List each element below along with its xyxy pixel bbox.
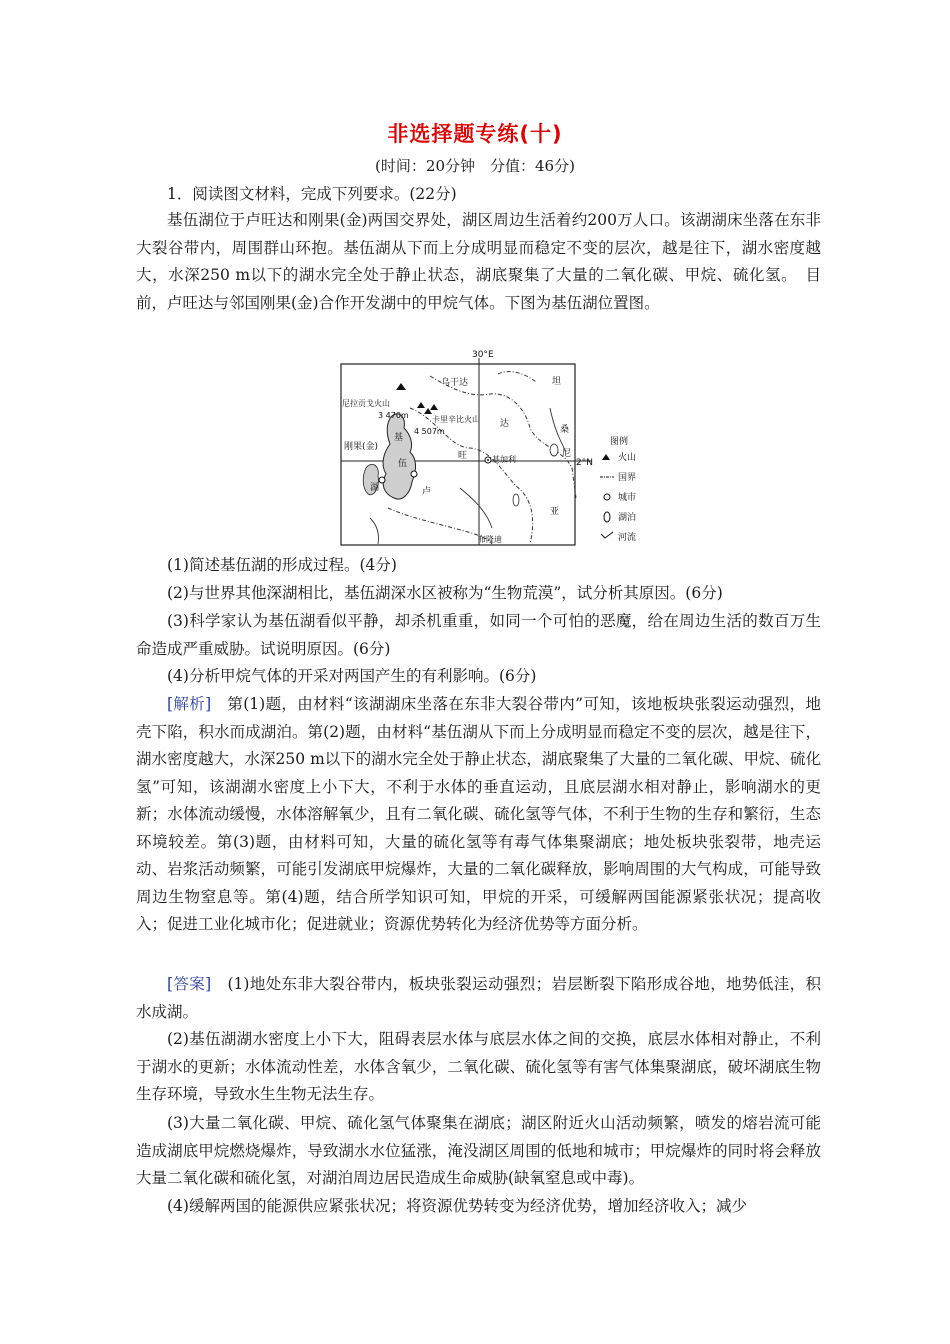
analysis-text: 第(1)题，由材料“该湖湖床坐落在东非大裂谷带内”可知，该地板块张裂运动强烈，地壳下陷，积水而成湖泊。第(2)题，由材料“基伍湖从下而上分成明显而稳定不变的层次，越是往下，湖水密度越大，水深250 m以下的湖水完全处于静止状态，湖底聚集了大量的二氧化碳、甲烷、硫化氢”可知，该湖湖水密度上小下大，不利于水体的垂直运动，且底层湖水相对静止，影响湖水的更新；水体流动缓慢，水体溶解氧少，且有二氧化碳、硫化氢等气体，不利于生物的生存和繁衍，生态环境较差。第(3)题，由材料可知，大量的硫化氢等有毒气体集聚湖底；地处板块张裂带，地壳运动、岩浆活动频繁，可能引发湖底甲烷爆炸，大量的二氧化碳释放，影响周围的大气构成，可能导致周边生物窒息等。第(4)题，结合所学知识可知，甲烷的开采，可缓解两国能源紧张状况；提高收入；促进工业化城市化；促进就业；资源优势转化为经济优势等方面分析。 xyxy=(136,695,821,933)
answer-tag: [答案] xyxy=(167,975,212,993)
label-height-2: 4 507m xyxy=(414,427,445,436)
answer-3: (3)大量二氧化碳、甲烷、硫化氢气体聚集在湖底；湖区附近火山活动频繁，喷发的熔岩流可能造成湖底甲烷燃烧爆炸，导致湖水水位猛涨，淹没湖区周围的低地和城市；甲烷爆炸的同时将会释放大量二氧化碳和硫化氢，对湖泊周边居民造成生命威胁(缺氧窒息或中毒)。 xyxy=(136,1114,821,1187)
label-kigali: 基加利 xyxy=(492,455,516,464)
legend-lake-icon xyxy=(604,512,610,522)
legend-item-volcano: 火山 xyxy=(618,453,637,463)
label-nyiragongo: 尼拉贡戈火山 xyxy=(342,399,390,408)
question-header-text: 1．阅读图文材料，完成下列要求。(22分) xyxy=(167,185,457,203)
lake-shape xyxy=(513,494,519,506)
question-4: (4)分析甲烷气体的开采对两国产生的有利影响。(6分) xyxy=(167,667,537,685)
answer-2: (2)基伍湖湖水密度上小下大，阻碍表层水体与底层水体之间的交换，底层水体相对静止，不利于湖水的更新；水体流动性差，水体含氧少，二氧化碳、硫化氢等有害气体集聚湖底，破坏湖底生物生存环境，导致水生生物无法生存。 xyxy=(136,1030,821,1103)
page-title: 非选择题专练(十) xyxy=(387,122,563,146)
answer-4: (4)缓解两国的能源供应紧张状况；将资源优势转变为经济优势，增加经济收入；减少 xyxy=(167,1197,747,1215)
lat-label: 2°N xyxy=(576,458,593,468)
label-ni: 尼 xyxy=(562,449,572,459)
label-ya: 亚 xyxy=(550,507,560,517)
legend-item-city: 城市 xyxy=(618,493,637,503)
label-karisimbi: 卡里辛比火山 xyxy=(432,415,480,424)
city-icon xyxy=(411,471,417,477)
material-paragraph: 基伍湖位于卢旺达和刚果(金)两国交界处，湖区周边生活着约200万人口。该湖湖床坐落在东非大裂谷带内，周围群山环抱。基伍湖从下而上分成明显而稳定不变的层次，越是往下，湖水密度越大，水深250 m以下的湖水完全处于静止状态，湖底聚集了大量的二氧化碳、甲烷、硫化氢。 目前，卢旺达与邻国刚果(金)合作开发湖中的甲烷气体。下图为基伍湖位置图。 xyxy=(136,211,821,312)
question-1: (1)简述基伍湖的形成过程。(4分) xyxy=(167,556,397,574)
answer-1 xyxy=(136,971,821,1026)
question-3: (3)科学家认为基伍湖看似平静，却杀机重重，如同一个可怕的恶魔，给在周边生活的数百万生命造成严重威胁。试说明原因。(6分) xyxy=(136,612,821,658)
label-wu: 伍 xyxy=(398,459,408,469)
label-drc: 刚果(金) xyxy=(344,442,379,452)
lake-shape xyxy=(550,444,558,456)
legend-item-lake: 湖泊 xyxy=(618,513,637,523)
legend-city-icon xyxy=(604,494,610,500)
legend-volcano-icon xyxy=(602,454,610,460)
legend-item-river: 河流 xyxy=(618,533,637,543)
label-hu: 湖 xyxy=(370,483,380,493)
answer-1-text: (1)地处东非大裂谷带内，板块张裂运动强烈；岩层断裂下陷形成谷地，地势低洼，积水成湖。 xyxy=(136,975,821,1021)
label-wang: 旺 xyxy=(458,451,468,461)
time-score-note: (时间：20分钟 分值：46分) xyxy=(375,157,575,175)
label-uganda: 乌干达 xyxy=(441,378,469,388)
city-icon xyxy=(379,477,385,483)
lon-label: 30°E xyxy=(472,350,494,360)
question-header xyxy=(136,181,821,209)
analysis-paragraph xyxy=(136,691,821,939)
label-sang: 桑 xyxy=(560,425,570,435)
analysis-tag: [解析] xyxy=(167,695,212,713)
label-lu: 卢 xyxy=(422,487,432,497)
kivu-location-map xyxy=(340,348,650,546)
legend-item-border: 国界 xyxy=(618,473,637,483)
legend-title: 图例 xyxy=(610,437,629,447)
label-ji: 基 xyxy=(394,433,404,443)
legend-river-icon xyxy=(601,532,613,538)
label-height-1: 3 470m xyxy=(378,411,409,420)
label-tan: 坦 xyxy=(552,377,562,387)
label-burundi: 布隆迪 xyxy=(478,535,502,544)
question-2: (2)与世界其他深湖相比，基伍湖深水区被称为“生物荒漠”，试分析其原因。(6分) xyxy=(167,584,723,602)
label-da: 达 xyxy=(500,419,510,429)
